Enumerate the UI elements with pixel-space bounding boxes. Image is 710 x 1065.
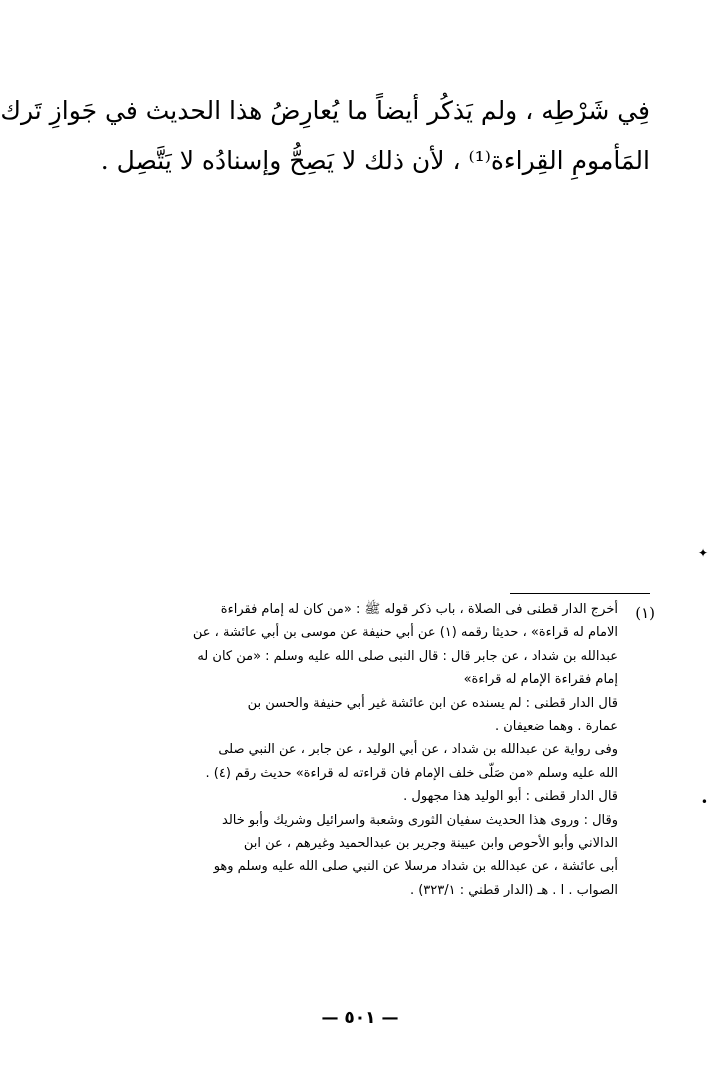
footnotes-block [115,598,618,902]
footnote-line: وفى رواية عن عبدالله بن شداد ، عن أبي الوليد ، عن جابر ، عن النبي صلى [218,742,618,758]
footnote-line: أخرج الدار قطنى فى الصلاة ، باب ذكر قوله ﷺ : «من كان له إمام فقراءة [220,602,618,617]
scan-edge-mark: • [700,795,708,809]
footnote-line: قال الدار قطنى : لم يسنده عن ابن عائشة غير أبي حنيفة والحسن بن [247,695,618,711]
footnote-line: وقال : وروى هذا الحديث سفيان الثورى وشعبة واسرائيل وشريك وأبو خالد [222,812,618,828]
footnote-line: الامام له قراءة» ، حديثا رقمه (١) عن أبي حنيفة عن موسى بن أبي عائشة ، عن [192,625,618,641]
footnote-separator [510,593,650,594]
footnote-line: أبى عائشة ، عن عبدالله بن شداد مرسلا عن النبي صلى الله عليه وسلم وهو [213,859,618,875]
footnote-marker: (١) [635,604,655,622]
footnote-line: إمام فقراءة الإمام له قراءة» [463,672,618,688]
footnote-line: الدالاني وأبو الأحوص وابن عيينة وجرير بن عبدالحميد وغيرهم ، عن ابن [243,836,618,852]
footnote-line: عبدالله بن شداد ، عن جابر قال : قال النبى صلى الله عليه وسلم : «من كان له [197,648,618,664]
footnote-line: قال الدار قطنى : أبو الوليد هذا مجهول . [403,789,618,805]
page-number: — ٥٠١ — [321,1008,399,1028]
main-text-line-1: فِي شَرْطِه ، ولم يَذكُر أيضاً ما يُعارِضُ هذا الحديث في جَوازِ تَرك [0,96,650,125]
main-text-line-2: المَأمومِ القِراءة⁽¹⁾ ، لأن ذلك لا يَصِحُّ وإسنادُه لا يَتَّصِل . [100,146,650,175]
footnote-line: الصواب . ا . هـ (الدار قطني : ٣٢٣/١) . [409,882,618,898]
footnote-line: الله عليه وسلم «من صَلّى خلف الإمام فان قراءته له قراءة» حديث رقم (٤) . [205,765,618,781]
scan-edge-mark: ✦ [697,546,708,560]
main-text-block [0,86,650,186]
footnote-line: عمارة . وهما ضعيفان . [494,719,618,735]
